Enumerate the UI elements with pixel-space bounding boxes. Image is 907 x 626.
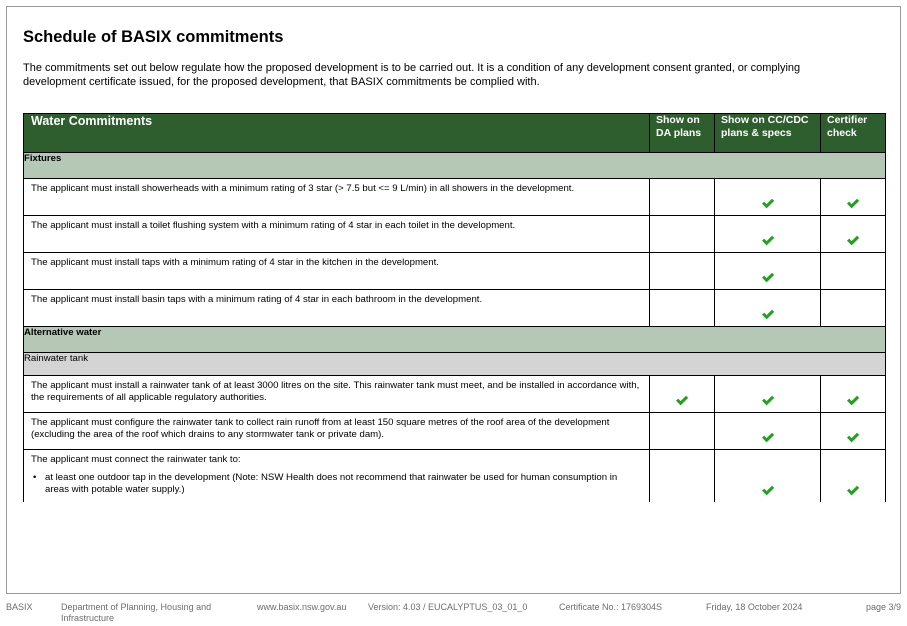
check-icon <box>761 309 775 320</box>
table-row <box>24 179 886 216</box>
certifier-cell <box>821 450 886 503</box>
commitment-text: The applicant must install a rainwater tank of at least 3000 litres on the site. This rainwater tank must meet, and be installed in accordance with, the requirements of all applicable regulatory authorities. <box>24 376 650 413</box>
da-plans-cell <box>650 253 715 290</box>
water-commitments-table <box>23 113 886 502</box>
da-plans-cell <box>650 179 715 216</box>
check-icon <box>761 198 775 209</box>
cc-cdc-cell <box>715 216 821 253</box>
da-plans-cell <box>650 450 715 503</box>
header-show-on-da-plans: Show on DA plans <box>650 114 715 153</box>
subsection-title: Rainwater tank <box>24 353 886 376</box>
certifier-cell <box>821 376 886 413</box>
table-row <box>24 290 886 327</box>
page-title: Schedule of BASIX commitments <box>23 28 284 46</box>
check-icon <box>846 395 860 406</box>
check-icon <box>761 485 775 496</box>
commitment-text: The applicant must install showerheads with a minimum rating of 3 star (> 7.5 but <= 9 L/min) in all showers in the development. <box>24 179 650 216</box>
da-plans-cell <box>650 290 715 327</box>
section-row-alternative-water <box>24 327 886 353</box>
commitment-text-cell <box>24 450 650 503</box>
header-show-on-cc-cdc: Show on CC/CDC plans & specs <box>715 114 821 153</box>
section-row-fixtures <box>24 153 886 179</box>
footer-website: www.basix.nsw.gov.au <box>257 602 347 612</box>
commitment-text: The applicant must connect the rainwater tank to: <box>31 454 241 465</box>
check-icon <box>846 235 860 246</box>
table-row <box>24 216 886 253</box>
footer-page-number: page 3/9 <box>865 602 901 612</box>
footer-date: Friday, 18 October 2024 <box>706 602 803 612</box>
bullet-text: at least one outdoor tap in the development (Note: NSW Health does not recommend that rainwater be used for human consumption in areas with potable water supply.) <box>45 472 618 495</box>
footer-certificate: Certificate No.: 1769304S <box>559 602 663 612</box>
certifier-cell <box>821 413 886 450</box>
subsection-row-rainwater-tank <box>24 353 886 376</box>
table-row <box>24 413 886 450</box>
footer-department: Department of Planning, Housing and Infrastructure <box>61 602 212 623</box>
section-title: Alternative water <box>24 327 886 353</box>
check-icon <box>761 235 775 246</box>
commitment-text: The applicant must install taps with a minimum rating of 4 star in the kitchen in the development. <box>24 253 650 290</box>
table-row <box>24 253 886 290</box>
check-icon <box>761 432 775 443</box>
certifier-cell <box>821 216 886 253</box>
check-icon <box>761 395 775 406</box>
header-water-commitments: Water Commitments <box>24 114 650 153</box>
commitment-text: The applicant must install basin taps with a minimum rating of 4 star in each bathroom in the development. <box>24 290 650 327</box>
check-icon <box>675 395 689 406</box>
cc-cdc-cell <box>715 179 821 216</box>
footer-version: Version: 4.03 / EUCALYPTUS_03_01_0 <box>368 602 528 612</box>
da-plans-cell <box>650 413 715 450</box>
intro-paragraph: The commitments set out below regulate how the proposed development is to be carried out. It is a condition of any development consent granted, or complying development certificate issued, for the proposed development, that BASIX commitments be complied with. <box>23 62 801 88</box>
certifier-cell <box>821 253 886 290</box>
cc-cdc-cell <box>715 290 821 327</box>
section-title: Fixtures <box>24 153 886 179</box>
certifier-cell <box>821 179 886 216</box>
certifier-cell <box>821 290 886 327</box>
da-plans-cell <box>650 216 715 253</box>
bullet-dot: • <box>33 472 37 483</box>
check-icon <box>846 198 860 209</box>
check-icon <box>846 485 860 496</box>
footer-basix: BASIX <box>6 602 33 612</box>
table-row <box>24 376 886 413</box>
table-row <box>24 450 886 503</box>
bullet-item <box>31 472 642 496</box>
table-header-row <box>24 114 886 153</box>
cc-cdc-cell <box>715 253 821 290</box>
header-certifier-check: Certifier check <box>821 114 886 153</box>
cc-cdc-cell <box>715 450 821 503</box>
cc-cdc-cell <box>715 413 821 450</box>
cc-cdc-cell <box>715 376 821 413</box>
da-plans-cell <box>650 376 715 413</box>
commitment-text: The applicant must install a toilet flushing system with a minimum rating of 4 star in each toilet in the development. <box>24 216 650 253</box>
commitment-text: The applicant must configure the rainwater tank to collect rain runoff from at least 150 square metres of the roof area of the development (excluding the area of the roof which drains to any stormwater tank or private dam). <box>24 413 650 450</box>
check-icon <box>846 432 860 443</box>
check-icon <box>761 272 775 283</box>
